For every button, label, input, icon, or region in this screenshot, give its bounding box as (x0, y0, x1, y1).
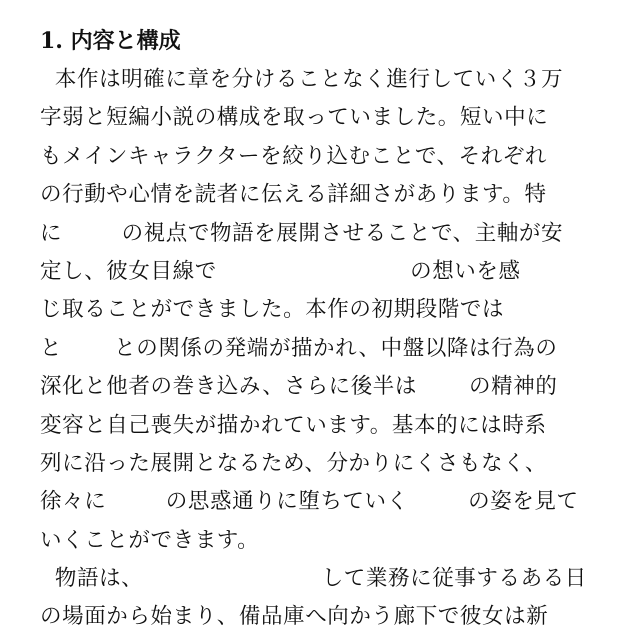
text-line: じ取ることができました。本作の初期段階では (40, 297, 505, 323)
text-line: の場面から始まり、備品庫へ向かう廊下で彼女は新 (40, 604, 549, 630)
text-line: 深化と他者の巻き込み、さらに後半は の精神的 (40, 374, 558, 400)
text-line: 徐々に の思惑通りに堕ちていく の姿を見て (40, 489, 579, 515)
body-text (40, 61, 610, 637)
text-line: 列に沿った展開となるため、分かりにくさもなく、 (40, 450, 548, 476)
text-line: いくことができます。 (40, 527, 260, 553)
text-line: 定し、彼女目線で の想いを感 (40, 258, 521, 284)
text-line: 字弱と短編小説の構成を取っていました。短い中に (40, 105, 549, 131)
section-heading: 1. 内容と構成 (40, 28, 181, 54)
text-line: 変容と自己喪失が描かれています。基本的には時系 (40, 412, 547, 438)
text-line: 本作は明確に章を分けることなく進行していく３万 (40, 67, 564, 92)
text-line: もメインキャラクターを絞り込むことで、それぞれ (40, 143, 548, 169)
text-line: 物語は、 して業務に従事するある日 (40, 566, 587, 592)
text-line: の行動や心情を読者に伝える詳細さがあります。特 (40, 182, 547, 208)
text-line: に の視点で物語を展開させることで、主軸が安 (40, 220, 564, 246)
text-line: と との関係の発端が描かれ、中盤以降は行為の (40, 335, 558, 361)
